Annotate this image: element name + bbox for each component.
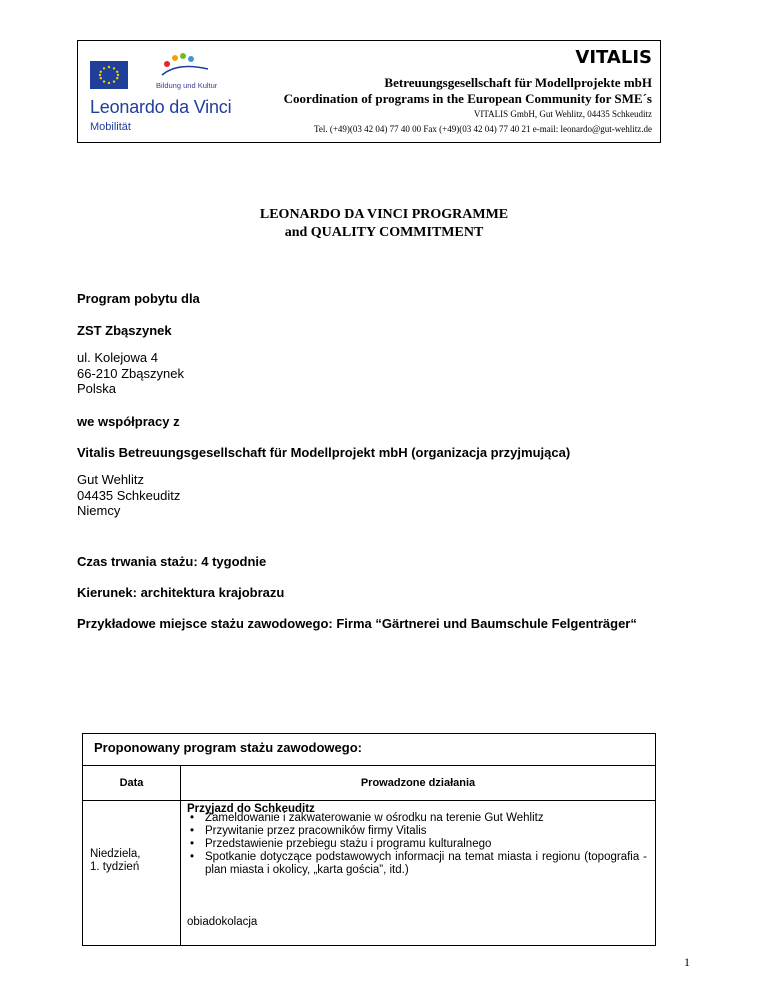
list-item-text: Zameldowanie i zakwaterowanie w ośrodku na terenie Gut Wehlitz: [205, 812, 544, 824]
placement: Przykładowe miejsce stażu zawodowego: Firma “Gärtnerei und Baumschule Felgenträger“: [77, 616, 637, 631]
table-column-divider: [180, 765, 181, 946]
programme-title-line1: LEONARDO DA VINCI PROGRAMME: [259, 207, 509, 222]
logo-program-name: Leonardo da Vinci: [90, 97, 232, 117]
list-item: [187, 812, 647, 825]
date-line: Niedziela,: [90, 848, 141, 860]
programme-title-line2: and QUALITY COMMITMENT: [284, 225, 484, 240]
school-address: [77, 350, 184, 397]
org-full-name: Betreuungsgesellschaft für Modellprojekte mbH: [384, 75, 652, 90]
logo-tagline: Bildung und Kultur: [156, 81, 218, 90]
logo-subtitle: Mobilität: [90, 121, 131, 133]
org-role: Coordination of programs in the European Community for SME´s: [283, 91, 652, 106]
direction: Kierunek: architektura krajobrazu: [77, 585, 285, 600]
school-address-line: Polska: [77, 381, 117, 396]
school-name: ZST Zbąszynek: [77, 323, 172, 338]
list-item: [187, 825, 647, 838]
list-item: [187, 851, 647, 877]
program-table: [82, 733, 656, 946]
table-row-date: [90, 848, 141, 874]
cooperation-label: we współpracy z: [77, 414, 180, 429]
school-address-line: ul. Kolejowa 4: [77, 350, 158, 365]
activity-heading: Przyjazd do Schkeuditz: [187, 803, 315, 815]
org-address: VITALIS GmbH, Gut Wehlitz, 04435 Schkeuditz: [473, 109, 652, 119]
bullet-icon: •: [190, 812, 195, 824]
list-item-text: Przywitanie przez pracowników firmy Vitalis: [205, 825, 427, 837]
bullet-icon: •: [190, 825, 195, 837]
list-item-text: Spotkanie dotyczące podstawowych informacji na temat miasta i regionu (topografia - plan miasta i okolicy, „karta gościa”, itd.): [205, 851, 647, 876]
org-contact: Tel. (+49)(03 42 04) 77 40 00 Fax (+49)(03 42 04) 77 40 21 e-mail: leonardo@gut-wehlitz.de: [314, 124, 652, 134]
table-divider: [83, 800, 655, 801]
program-for-label: Program pobytu dla: [77, 291, 200, 306]
column-header-activities: Prowadzone działania: [360, 777, 476, 789]
column-header-date: Data: [119, 777, 144, 789]
list-item-text: Przedstawienie przebiegu stażu i programu kulturalnego: [205, 838, 492, 850]
host-address-line: 04435 Schkeuditz: [77, 487, 181, 503]
table-divider: [83, 765, 655, 766]
host-address: [77, 472, 180, 519]
host-organization: Vitalis Betreuungsgesellschaft für Modellprojekt mbH (organizacja przyjmująca): [77, 445, 571, 460]
eu-flag-icon: [90, 61, 128, 89]
duration: Czas trwania stażu: 4 tygodnie: [77, 554, 267, 569]
letterhead: [77, 40, 661, 143]
org-short-name: VITALIS: [575, 47, 652, 68]
page-number: 1: [684, 955, 690, 969]
bullet-icon: •: [190, 838, 195, 850]
host-address-line: Niemcy: [77, 503, 121, 518]
list-item: [187, 838, 647, 851]
activity-list: [187, 812, 647, 877]
leonardo-logo: [84, 47, 234, 137]
host-address-line: Gut Wehlitz: [77, 472, 144, 487]
school-address-line: 66-210 Zbąszynek: [77, 365, 184, 381]
activity-footer: obiadokolacja: [187, 916, 258, 928]
bullet-icon: •: [190, 851, 195, 863]
table-caption: Proponowany program stażu zawodowego:: [94, 740, 362, 755]
date-line: 1. tydzień: [90, 861, 140, 873]
